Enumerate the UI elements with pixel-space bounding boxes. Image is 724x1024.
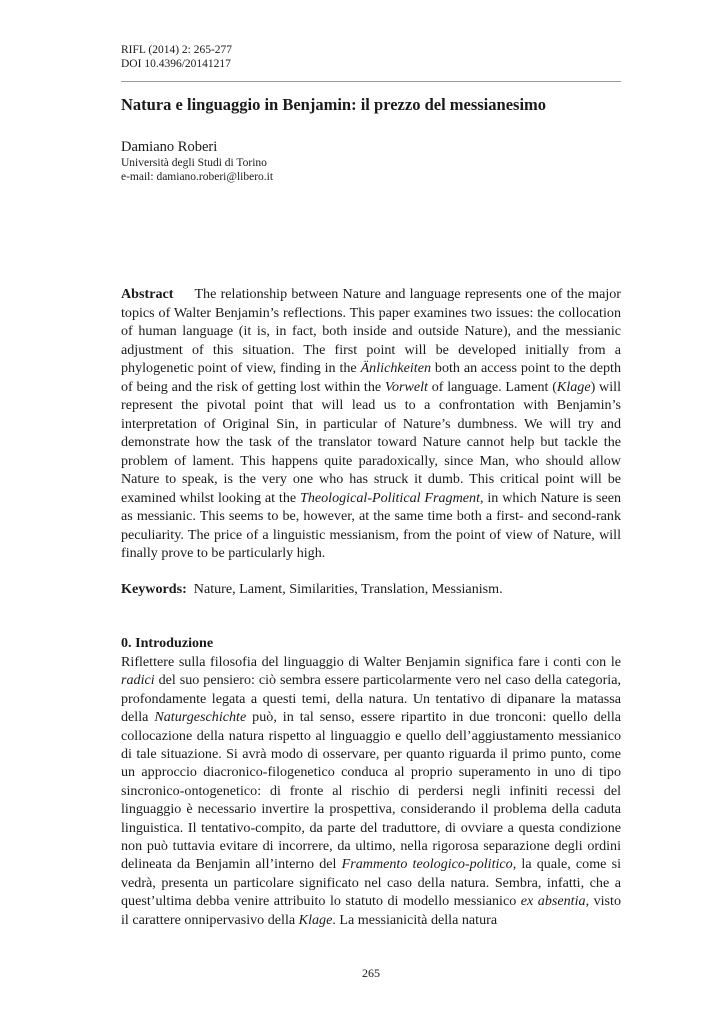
body-text: può, in tal senso, essere ripartito in due tronconi: quello della collocazione della natura rispetto al linguaggio e quello dell’aggiustamento messianico di tale situazione. Si avrà modo di osservare, per quanto riguarda il primo punto, come un approccio diacronico-filogenetico conduca al proprio superamento in uno di tipo sincronico-ontogenetico: di fronte al rischio di perdersi negli infiniti recessi del linguaggio è necessario invertire la prospettiva, considerando il problema della caduta linguistica. Il tentativo-compito, da parte del traduttore, di ovviare a questa condizione non può tuttavia evitare di incorrere, da ultimo, nella rigorosa separazione degli ordini delineata da Benjamin all’interno del xyxy=(121,709,621,873)
body-italic: radici xyxy=(121,672,155,689)
abstract-italic: Vorwelt xyxy=(384,378,428,395)
header-divider xyxy=(121,81,621,82)
body-text: , visto il carattere onnipervasivo della xyxy=(121,893,621,928)
body-text: , la quale, come si vedrà, presenta un particolare significato nel caso della natura. Sembra, infatti, che a quest’ultima debba venire attribuito lo statuto di modello messianico xyxy=(121,856,621,910)
abstract-label: Abstract xyxy=(121,286,174,302)
keywords xyxy=(121,580,621,599)
keywords-list: Nature, Lament, Similarities, Translation, Messianism. xyxy=(193,581,503,597)
section-heading: 0. Introduzione xyxy=(121,635,214,651)
body-text: . La messianicità della natura xyxy=(332,911,498,928)
abstract-text: , in which Nature is seen as messianic. This seems to be, however, at the same time both a first- and second-rank peculiarity. The price of a linguistic messianism, from the point of view of Nature, will finally prove to be particularly high. xyxy=(121,489,621,561)
abstract-text: both an access point to the depth of being and the risk of getting lost within the xyxy=(121,360,621,395)
abstract-italic: Theological-Political Fragment xyxy=(299,489,480,506)
keywords-label: Keywords: xyxy=(121,581,187,597)
body-italic: ex absentia xyxy=(520,893,586,910)
doi: DOI 10.4396/20141217 xyxy=(121,58,231,70)
abstract-text: ) will represent the pivotal point that will lead us to a confrontation with Benjamin’s interpretation of Original Sin, in particular of Nature’s dumbness. We will try and demonstrate how the task of the translator toward Nature cannot help but tackle the problem of lament. This happens quite paradoxically, since Man, who should allow Nature to speak, is the very one who has struck it dumb. This critical point will be examined whilst looking at the xyxy=(121,378,621,506)
page-number: 265 xyxy=(362,966,380,980)
author-affiliation: Università degli Studi di Torino xyxy=(121,157,267,169)
journal-header xyxy=(121,43,232,71)
article-title: Natura e linguaggio in Benjamin: il prezzo del messianesimo xyxy=(121,95,547,114)
abstract xyxy=(121,285,621,563)
abstract-text: The relationship between Nature and language represents one of the major topics of Walter Benjamin’s reflections. This paper examines two issues: the collocation of human language (it is, in fact, both inside and outside Nature), and the messianic adjustment of this situation. The first point will be developed initially from a phylogenetic point of view, finding in the xyxy=(121,286,621,376)
abstract-italic: Änlichkeiten xyxy=(360,360,432,376)
author-block xyxy=(121,138,273,184)
body-italic: Klage xyxy=(298,911,333,928)
author-email: e-mail: damiano.roberi@libero.it xyxy=(121,171,274,183)
section-body xyxy=(121,653,621,929)
journal-citation: RIFL (2014) 2: 265-277 xyxy=(121,44,233,56)
body-text: del suo pensiero: ciò sembra essere particolarmente vero nel caso della categoria, profondamente legata a questi temi, della natura. Un tentativo di dipanare la matassa della xyxy=(121,672,621,726)
body-italic: Naturgeschichte xyxy=(154,709,247,726)
body-italic: Frammento teologico-politico xyxy=(341,856,513,873)
body-text: Riflettere sulla filosofia del linguaggio di Walter Benjamin significa fare i conti con le xyxy=(121,654,621,670)
abstract-text: of language. Lament ( xyxy=(427,378,557,395)
abstract-italic: Klage xyxy=(556,378,591,395)
author-name: Damiano Roberi xyxy=(121,139,218,155)
